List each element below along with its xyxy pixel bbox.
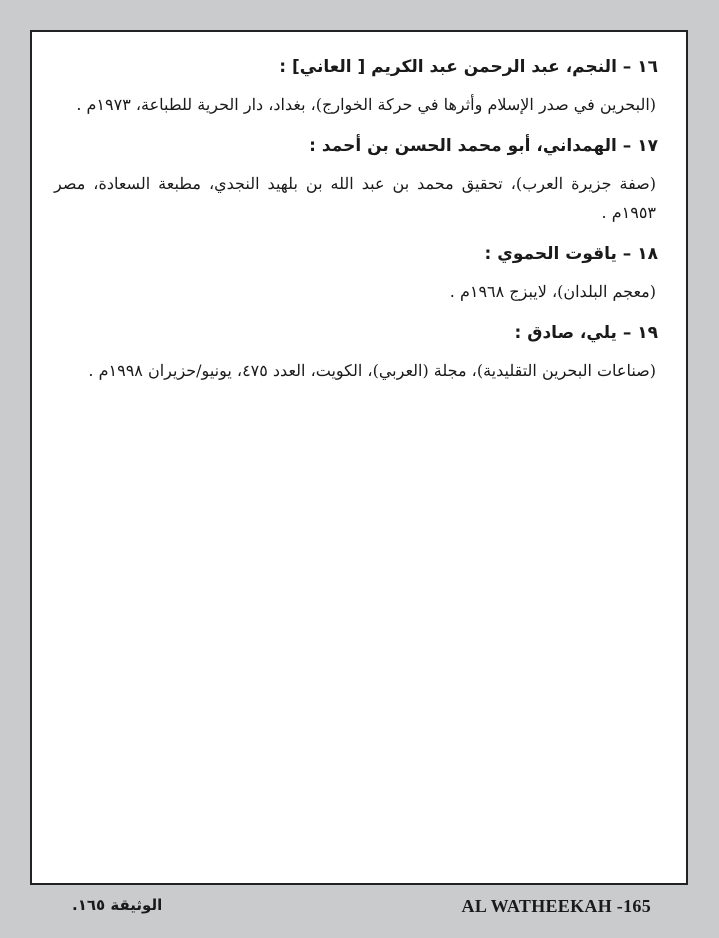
- list-item: [54, 320, 658, 385]
- entry-citation: (صناعات البحرين التقليدية)، مجلة (العربي)، الكويت، العدد ٤٧٥، يونيو/حزيران ١٩٩٨م .: [88, 361, 656, 380]
- entry-citation: (صفة جزيرة العرب)، تحقيق محمد بن عبد الله بن بلهيد النجدي، مطبعة السعادة، مصر ١٩٥٣م .: [54, 174, 656, 222]
- bibliography-list: [54, 54, 658, 399]
- footer-journal-arabic: الوثيقة ١٦٥.: [72, 896, 163, 914]
- entry-heading: ١٧ – الهمداني، أبو محمد الحسن بن أحمد :: [309, 136, 658, 156]
- footer-journal-english: AL WATHEEKAH -165: [461, 896, 651, 916]
- page-frame: [30, 30, 688, 885]
- list-item: [54, 241, 658, 306]
- entry-citation: (البحرين في صدر الإسلام وأثرها في حركة الخوارج)، بغداد، دار الحرية للطباعة، ١٩٧٣م .: [76, 95, 656, 114]
- page-footer: [30, 892, 688, 922]
- entry-citation: (معجم البلدان)، لايبزج ١٩٦٨م .: [449, 282, 656, 301]
- entry-heading: ١٨ – ياقوت الحموي :: [484, 244, 658, 264]
- list-item: [54, 54, 658, 119]
- entry-heading: ١٩ – يلي، صادق :: [514, 323, 658, 343]
- entry-heading: ١٦ – النجم، عبد الرحمن عبد الكريم [ العاني] :: [279, 57, 658, 77]
- list-item: [54, 133, 658, 227]
